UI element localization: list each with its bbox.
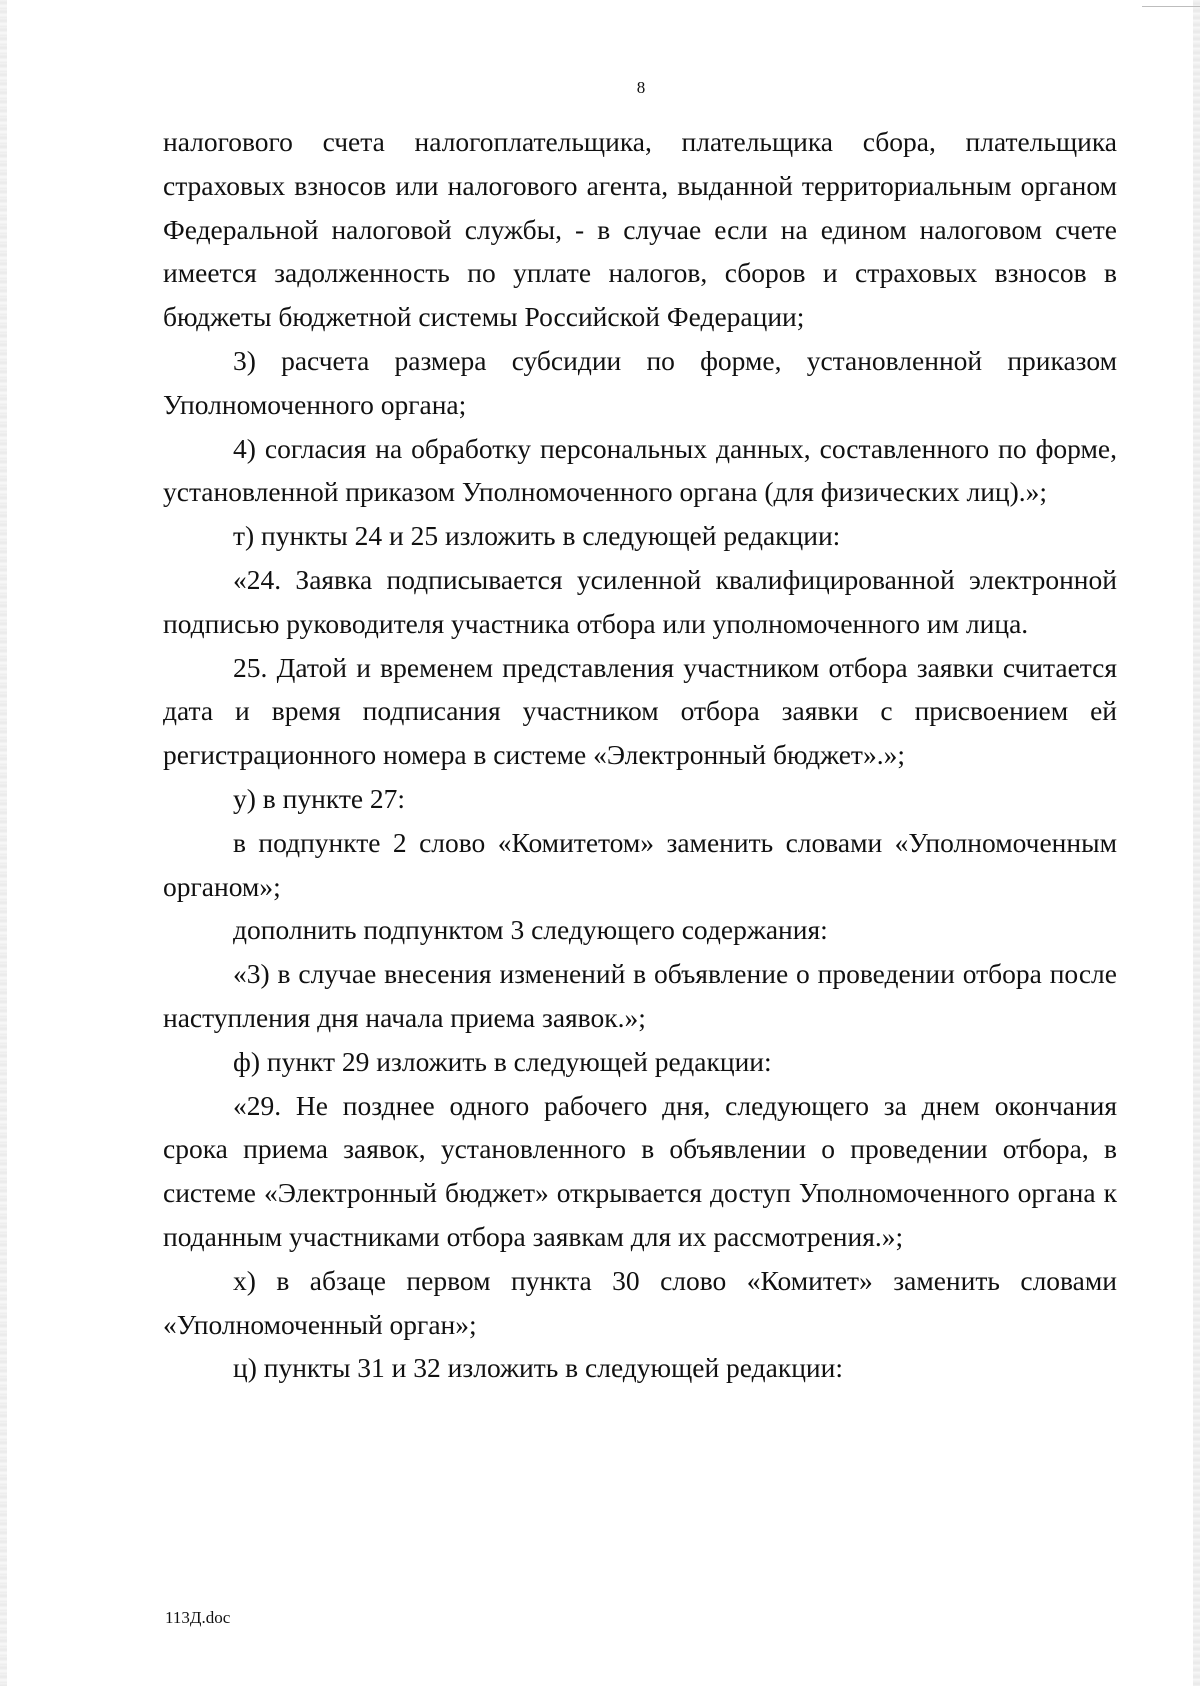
scan-right-edge (1193, 0, 1200, 1686)
scan-corner-mark (1142, 0, 1200, 7)
page-number: 8 (636, 78, 646, 97)
paragraph-amendment-ts: ц) пункты 31 и 32 изложить в следующей редакции: (233, 1352, 843, 1384)
paragraph-item-4: 4) согласия на обработку персональных данных, составленного по форме, установленной приказом Уполномоченного органа (для физических лиц).»; (163, 432, 1117, 508)
paragraph-amendment-kh: х) в абзаце первом пункта 30 слово «Комитет» заменить словами «Уполномоченный орган»; (163, 1264, 1117, 1340)
paragraph-subitem-3-text: «3) в случае внесения изменений в объявление о проведении отбора после наступления дня начала приема заявок.»; (163, 958, 1117, 1033)
document-body (163, 120, 1117, 1390)
paragraph-clause-29: «29. Не позднее одного рабочего дня, следующего за днем окончания срока приема заявок, установленного в объявлении о проведении отбора, в системе «Электронный бюджет» открывается доступ Уполномоченного органа к поданным участниками отбора заявкам для их рассмотрения.»; (163, 1089, 1117, 1252)
paragraph-clause-25: 25. Датой и временем представления участником отбора заявки считается дата и время подписания участником отбора заявки с присвоением ей регистрационного номера в системе «Электронный бюджет».»; (163, 651, 1117, 771)
paragraph-clause-24: «24. Заявка подписывается усиленной квалифицированной электронной подписью руководителя участника отбора или уполномоченного им лица. (163, 563, 1117, 639)
paragraph-add-subitem-3: дополнить подпунктом 3 следующего содержания: (233, 914, 828, 946)
scan-left-edge (0, 0, 7, 1686)
paragraph-amendment-f: ф) пункт 29 изложить в следующей редакции: (233, 1045, 772, 1077)
paragraph-amendment-t: т) пункты 24 и 25 изложить в следующей редакции: (233, 520, 841, 552)
paragraph-item-3: 3) расчета размера субсидии по форме, установленной приказом Уполномоченного органа; (163, 344, 1117, 420)
footer-filename: 113Д.doc (165, 1608, 231, 1627)
paragraph-continuation: налогового счета налогоплательщика, плательщика сбора, плательщика страховых взносов или налогового агента, выданной территориальным органом Федеральной налоговой службы, - в случае если на едином налоговом счете имеется задолженность по уплате налогов, сборов и страховых взносов в бюджеты бюджетной системы Российской Федерации; (163, 126, 1117, 333)
paragraph-subitem-2: в подпункте 2 слово «Комитетом» заменить словами «Уполномоченным органом»; (163, 826, 1117, 902)
paragraph-amendment-u: у) в пункте 27: (233, 782, 406, 814)
